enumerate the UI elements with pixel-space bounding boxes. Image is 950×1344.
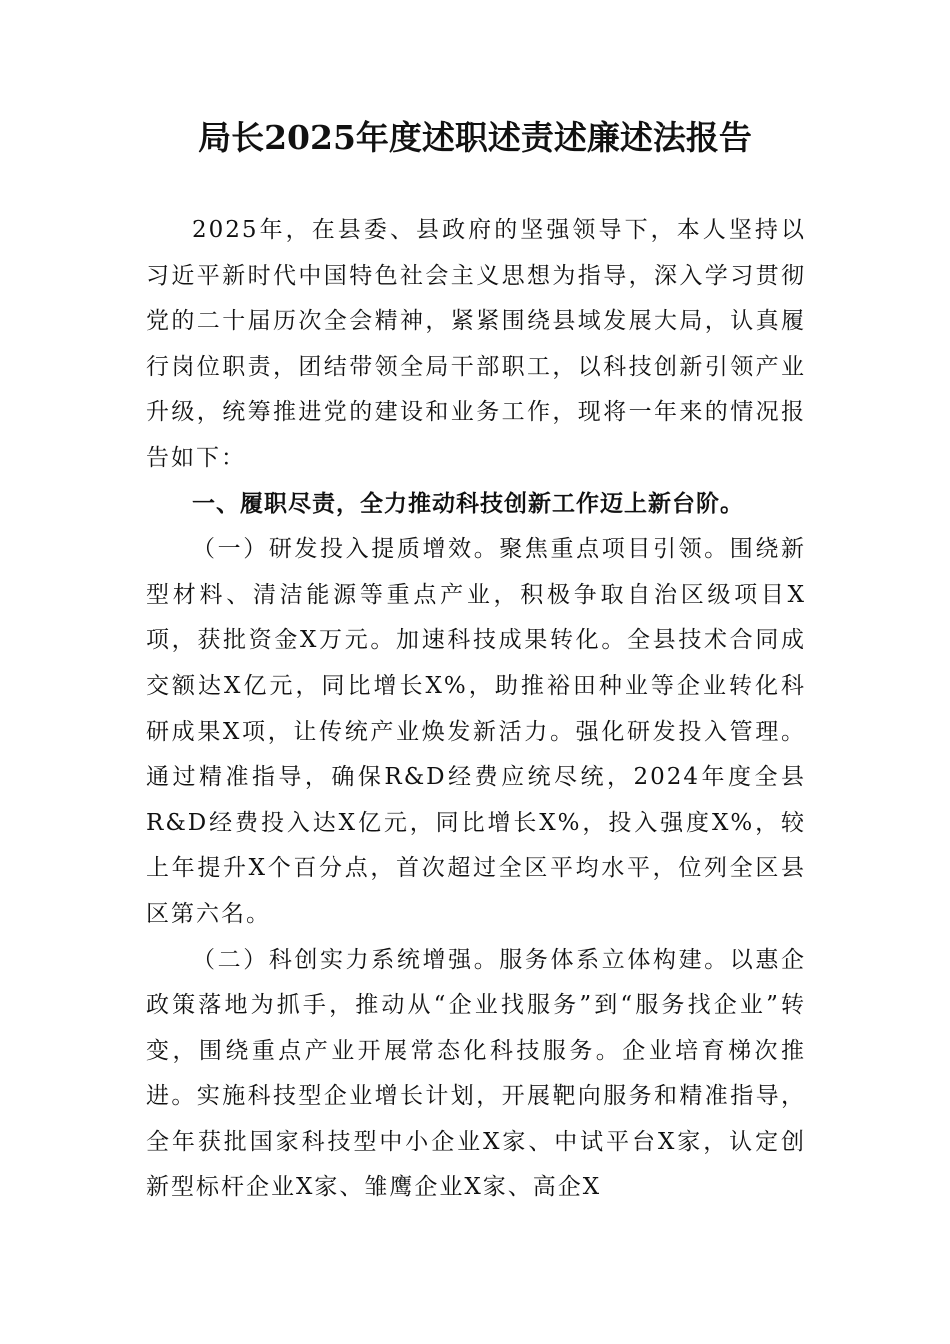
- document-title: 局长2025年度述职述责述廉述法报告: [198, 118, 752, 157]
- document-body: [146, 208, 806, 1211]
- intro-paragraph: 2025年，在县委、县政府的坚强领导下，本人坚持以习近平新时代中国特色社会主义思想为指导，深入学习贯彻党的二十届历次全会精神，紧紧围绕县域发展大局，认真履行岗位职责，团结带领全局干部职工，以科技创新引领产业升级，统筹推进党的建设和业务工作，现将一年来的情况报告如下：: [146, 217, 806, 471]
- paragraph-innovation-strength: （二）科创实力系统增强。服务体系立体构建。以惠企政策落地为抓手，推动从“企业找服务”到“服务找企业”转变，围绕重点产业开展常态化科技服务。企业培育梯次推进。实施科技型企业增长计划，开展靶向服务和精准指导，全年获批国家科技型中小企业X家、中试平台X家，认定创新型标杆企业X家、雏鹰企业X家、高企X: [146, 946, 806, 1201]
- paragraph-research-investment: （一）研发投入提质增效。聚焦重点项目引领。围绕新型材料、清洁能源等重点产业，积极争取自治区级项目X项，获批资金X万元。加速科技成果转化。全县技术合同成交额达X亿元，同比增长X%，助推裕田种业等企业转化科研成果X项，让传统产业焕发新活力。强化研发投入管理。通过精准指导，确保R&D经费应统尽统，2024年度全县R&D经费投入达X亿元，同比增长X%，投入强度X%，较上年提升X个百分点，首次超过全区平均水平，位列全区县区第六名。: [146, 536, 806, 927]
- section-heading: 一、履职尽责，全力推动科技创新工作迈上新台阶。: [192, 490, 744, 517]
